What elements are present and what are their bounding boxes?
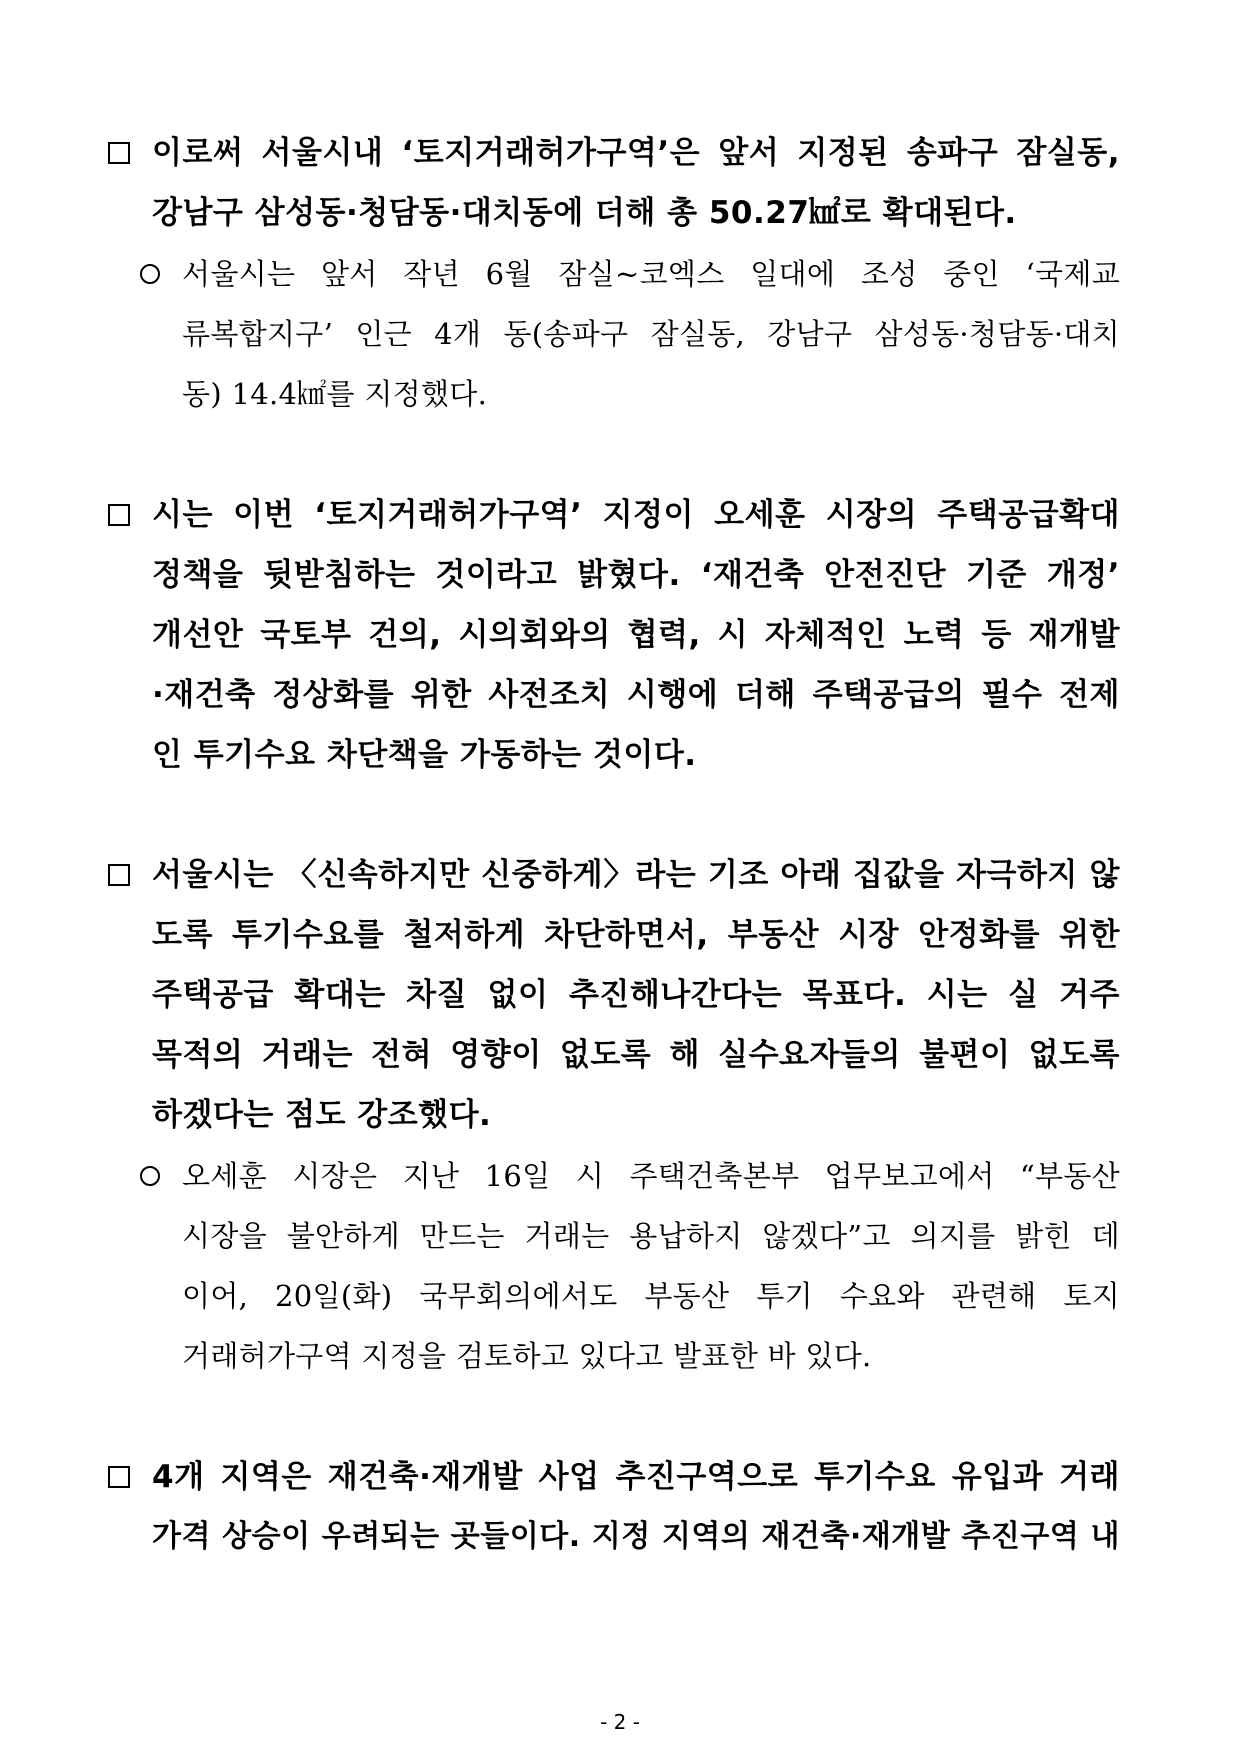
section1-line-1: 이로써 서울시내 ‘토지거래허가구역’은 앞서 지정된 송파구 잠실동,	[152, 135, 1120, 171]
section3-sub-line-2: 시장을 불안하게 만드는 거래는 용납하지 않겠다”고 의지를 밝힌 데	[182, 1219, 1120, 1253]
section2-line-5: 인 투기수요 차단책을 가동하는 것이다.	[152, 737, 697, 773]
section3-sub-line-3: 이어, 20일(화) 국무회의에서도 부동산 투기 수요와 관련해 토지	[182, 1279, 1120, 1313]
section3-sub-line-4: 거래허가구역 지정을 검토하고 있다고 발표한 바 있다.	[182, 1339, 872, 1373]
section1-sub-line-2: 류복합지구’ 인근 4개 동(송파구 잠실동, 강남구 삼성동·청담동·대치	[182, 317, 1120, 351]
section-box-marker	[108, 142, 130, 164]
section-box-marker	[108, 504, 130, 526]
section3-sub-line-1: 오세훈 시장은 지난 16일 시 주택건축본부 업무보고에서 “부동산	[182, 1159, 1120, 1193]
section1-sub-line-1: 서울시는 앞서 작년 6월 잠실~코엑스 일대에 조성 중인 ‘국제교	[182, 257, 1120, 291]
section3-line-2: 도록 투기수요를 철저하게 차단하면서, 부동산 시장 안정화를 위한	[152, 917, 1120, 953]
section3-line-1: 서울시는 〈신속하지만 신중하게〉라는 기조 아래 집값을 자극하지 않	[152, 857, 1120, 893]
sub-circle-marker	[140, 264, 160, 284]
section2-line-2: 정책을 뒷받침하는 것이라고 밝혔다. ‘재건축 안전진단 기준 개정’	[152, 557, 1120, 593]
section-box-marker	[108, 864, 130, 886]
section3-line-5: 하겠다는 점도 강조했다.	[152, 1097, 492, 1133]
sub-circle-marker	[140, 1166, 160, 1186]
section1-line-2: 강남구 삼성동·청담동·대치동에 더해 총 50.27㎢로 확대된다.	[152, 195, 1017, 231]
section-box-marker	[108, 1466, 130, 1488]
section1-sub-line-3: 동) 14.4㎢를 지정했다.	[182, 377, 488, 411]
section3-line-4: 목적의 거래는 전혀 영향이 없도록 해 실수요자들의 불편이 없도록	[152, 1037, 1120, 1073]
section2-line-4: ·재건축 정상화를 위한 사전조치 시행에 더해 주택공급의 필수 전제	[152, 677, 1120, 713]
section4-line-1: 4개 지역은 재건축·재개발 사업 추진구역으로 투기수요 유입과 거래	[152, 1459, 1120, 1495]
section2-line-1: 시는 이번 ‘토지거래허가구역’ 지정이 오세훈 시장의 주택공급확대	[152, 497, 1120, 533]
section4-line-2: 가격 상승이 우려되는 곳들이다. 지정 지역의 재건축·재개발 추진구역 내	[152, 1519, 1120, 1554]
section3-line-3: 주택공급 확대는 차질 없이 추진해나간다는 목표다. 시는 실 거주	[152, 977, 1120, 1013]
page-number: - 2 -	[600, 1710, 640, 1734]
section2-line-3: 개선안 국토부 건의, 시의회와의 협력, 시 자체적인 노력 등 재개발	[152, 617, 1120, 653]
